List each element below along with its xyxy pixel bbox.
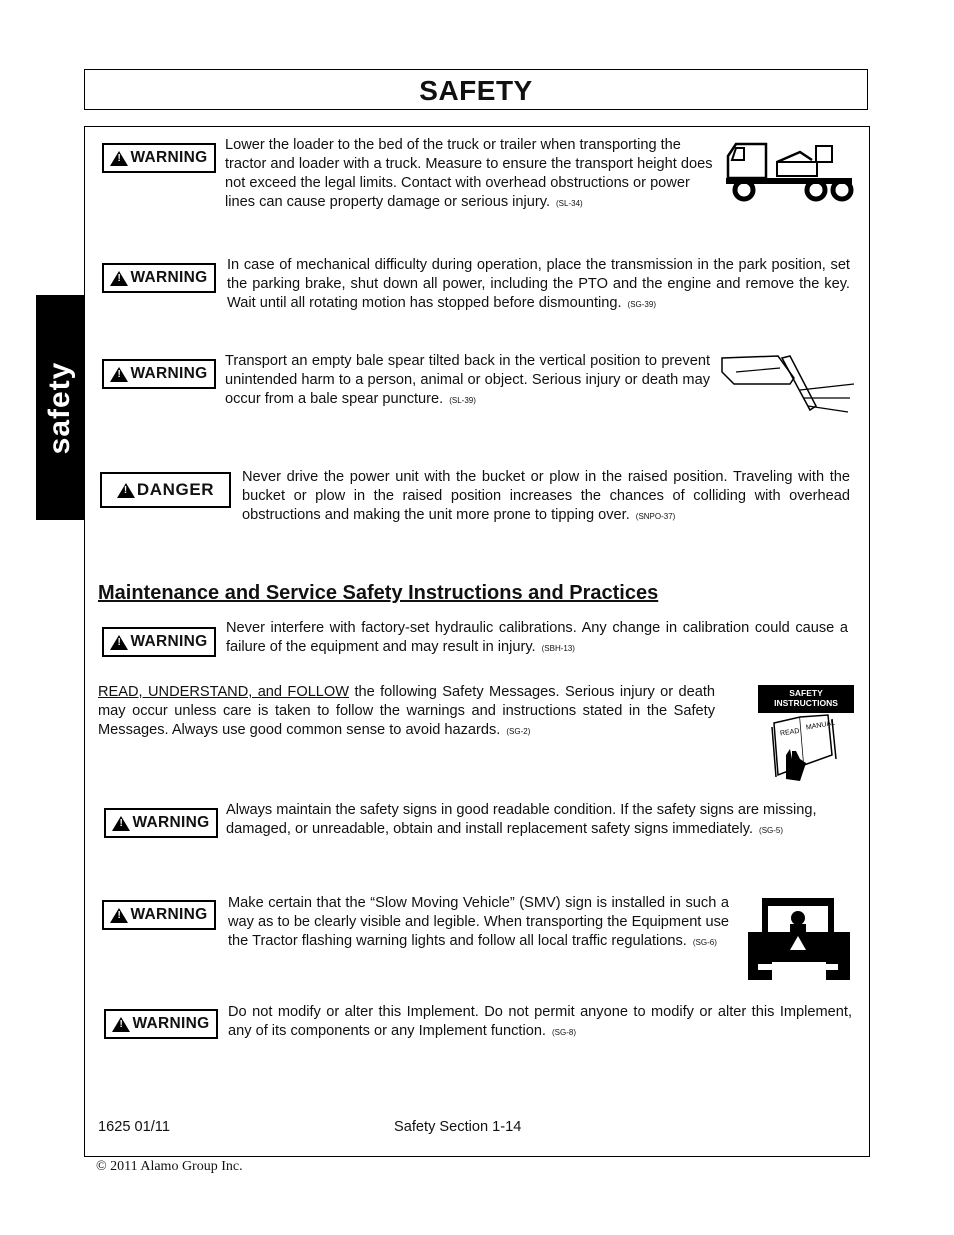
read-lead-text: READ, UNDERSTAND, and FOLLOW xyxy=(98,684,350,700)
message-code: (SG-39) xyxy=(627,300,656,309)
warning-sign xyxy=(102,143,216,173)
warning-sign xyxy=(102,263,216,293)
message-text: Lower the loader to the bed of the truck or trailer when transporting the tractor and loader with a truck. Measure to ensure the transport height does not exceed the legal limits. Contact with overhead obstructions or power lines can cause property damage or serious injury. xyxy=(225,137,713,210)
footer-page-number: Safety Section 1-14 xyxy=(394,1119,522,1135)
warning-triangle-icon xyxy=(112,1017,130,1032)
safety-message xyxy=(226,619,848,658)
warning-triangle-icon xyxy=(110,635,128,650)
signal-word: WARNING xyxy=(130,906,208,923)
message-text: Do not modify or alter this Implement. Do not permit anyone to modify or alter this Implement, any of its components or any Implement function. xyxy=(228,1004,852,1039)
warning-triangle-icon xyxy=(110,908,128,923)
message-text: Never interfere with factory-set hydraulic calibrations. Any change in calibration could cause a failure of the equipment and may result in injury. xyxy=(226,620,848,655)
message-code: (SL-34) xyxy=(556,199,583,208)
book-right-label: MANUAL xyxy=(805,719,836,732)
message-text: In case of mechanical difficulty during operation, place the transmission in the park position, set the parking brake, shut down all power, including the PTO and the engine and remove the key. Wait until all rotating motion has stopped before dismounting. xyxy=(227,257,850,311)
danger-sign xyxy=(100,472,231,508)
message-text: Always maintain the safety signs in good readable condition. If the safety signs are missing, damaged, or unreadable, obtain and install replacement safety signs immediately. xyxy=(226,802,817,837)
message-code: (SG-2) xyxy=(506,727,531,736)
message-code: (SG-5) xyxy=(759,826,784,835)
truck-loader-icon xyxy=(722,140,854,202)
message-text: Transport an empty bale spear tilted back in the vertical position to prevent unintended harm to a person, animal or object. Serious injury or death may occur from a bale spear puncture. xyxy=(225,353,710,407)
footer-model-date: 1625 01/11 xyxy=(98,1119,170,1135)
signal-word: WARNING xyxy=(132,1015,210,1032)
section-heading: Maintenance and Service Safety Instructions and Practices xyxy=(98,582,659,604)
message-code: (SL-39) xyxy=(449,396,476,405)
safety-message xyxy=(225,136,715,213)
copyright: © 2011 Alamo Group Inc. xyxy=(96,1159,243,1174)
sign-line-2: INSTRUCTIONS xyxy=(774,698,838,708)
safety-message xyxy=(228,1003,852,1042)
signal-word: WARNING xyxy=(132,814,210,831)
signal-word: WARNING xyxy=(130,365,208,382)
warning-triangle-icon xyxy=(110,151,128,166)
safety-message xyxy=(228,894,729,952)
warning-sign xyxy=(102,359,216,389)
safety-instructions-sign xyxy=(758,685,854,713)
signal-word: WARNING xyxy=(130,269,208,286)
warning-sign xyxy=(104,1009,218,1039)
warning-triangle-icon xyxy=(110,367,128,382)
book-left-label: READ xyxy=(779,727,800,738)
safety-message xyxy=(225,352,710,410)
read-instructions-message xyxy=(98,683,715,741)
message-code: (SBH-13) xyxy=(541,644,575,653)
danger-triangle-icon xyxy=(117,483,135,498)
side-tab-label: safety xyxy=(43,361,76,454)
bale-spear-icon xyxy=(720,350,854,416)
page-header xyxy=(84,69,868,110)
warning-sign xyxy=(102,900,216,930)
signal-word: WARNING xyxy=(130,149,208,166)
safety-message xyxy=(227,256,850,314)
message-text: the following Safety Messages. Serious injury or death may occur unless care is taken to follow the warnings and instructions stated in the Safety Messages. Always use good common sense to avoid hazards. xyxy=(98,684,716,738)
message-code: (SG-6) xyxy=(692,938,717,947)
read-manual-icon xyxy=(770,715,840,783)
safety-message xyxy=(242,468,850,526)
page-title: SAFETY xyxy=(419,75,533,106)
side-tab xyxy=(36,295,84,520)
message-code: (SG-8) xyxy=(551,1028,576,1037)
sign-line-1: SAFETY xyxy=(789,688,823,698)
signal-word: DANGER xyxy=(136,480,215,499)
message-code: (SNPO-37) xyxy=(635,512,676,521)
signal-word: WARNING xyxy=(130,633,208,650)
message-text: Never drive the power unit with the bucket or plow in the raised position. Traveling with the bucket or plow in the raised position increases the chances of colliding with overhead obstructions and making the unit more prone to tipping over. xyxy=(242,469,850,523)
safety-message xyxy=(226,801,854,840)
warning-triangle-icon xyxy=(112,816,130,831)
warning-sign xyxy=(102,627,216,657)
warning-triangle-icon xyxy=(110,271,128,286)
message-text: Make certain that the “Slow Moving Vehicle” (SMV) sign is installed in such a way as to be clearly visible and legible. When transporting the Equipment use the Tractor flashing warning lights and follow all local traffic regulations. xyxy=(228,895,729,949)
smv-tractor-rear-icon xyxy=(748,896,850,980)
warning-sign xyxy=(104,808,218,838)
